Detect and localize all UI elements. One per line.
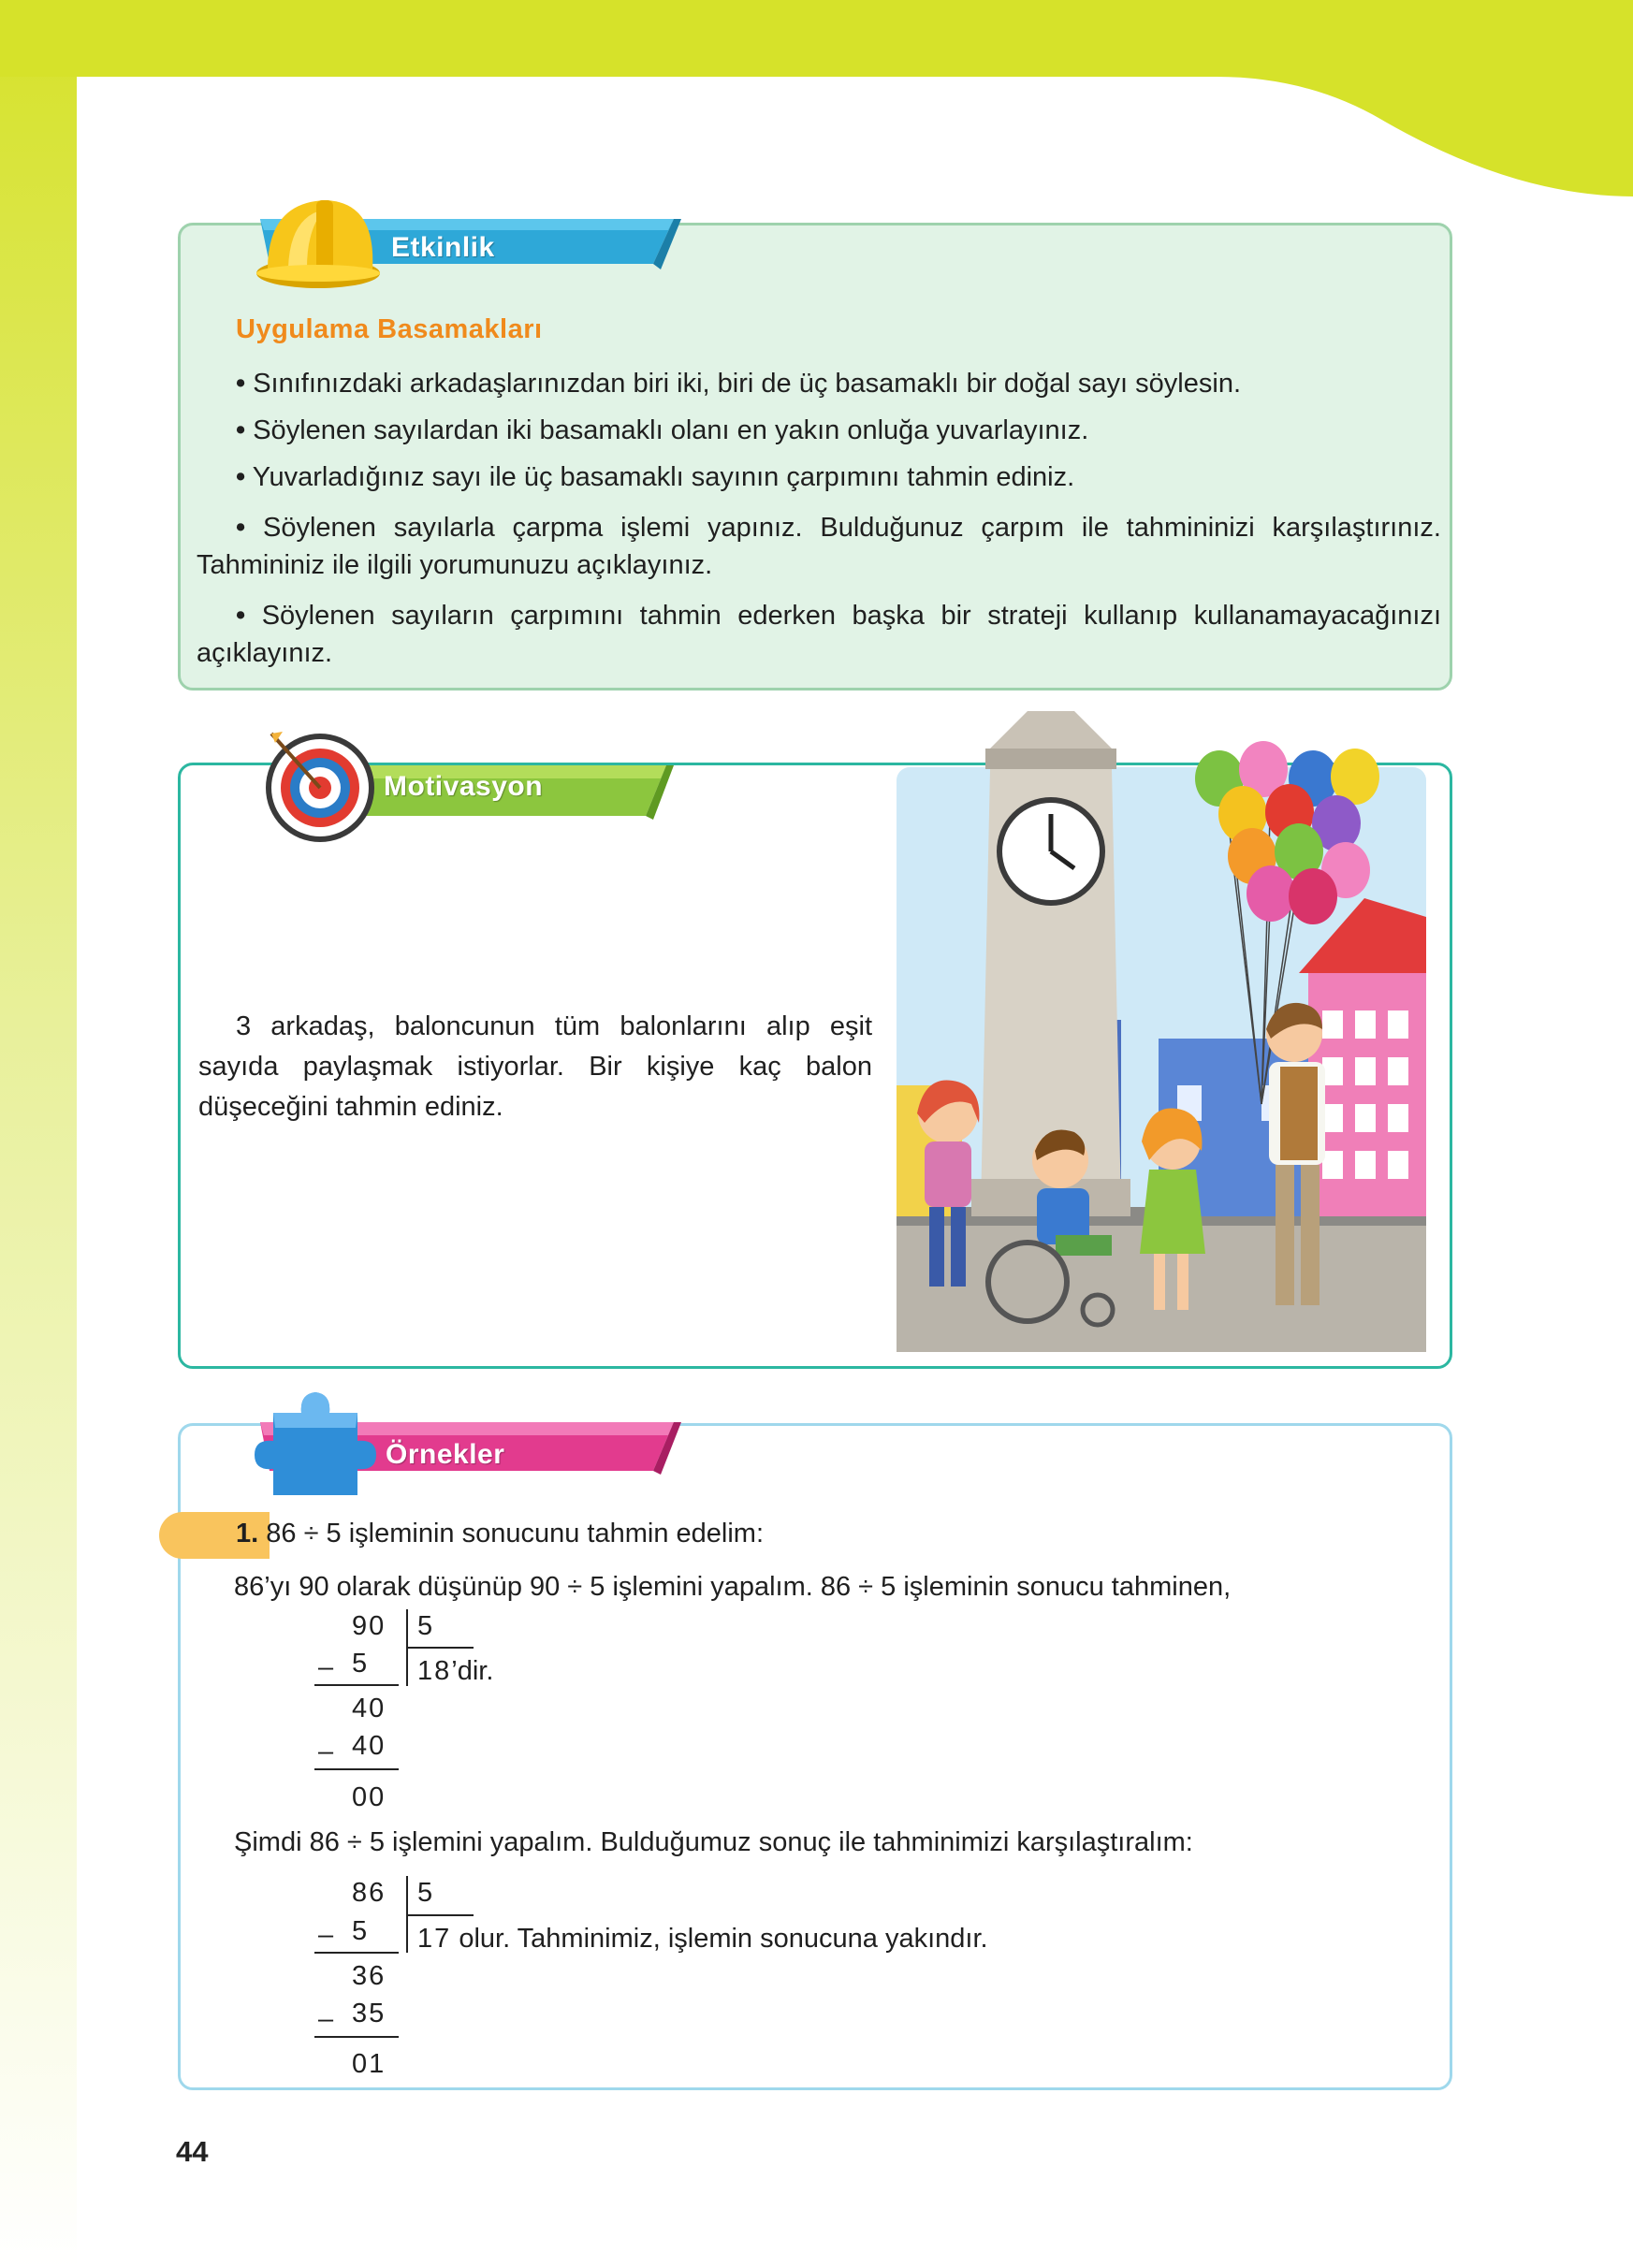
division2-line2 — [314, 2036, 399, 2038]
division1-minus: – — [318, 1737, 336, 1766]
division2-sub1: 5 — [352, 1916, 370, 1946]
example-title: 1. 86 ÷ 5 işleminin sonucunu tahmin edelim: — [236, 1519, 765, 1548]
etkinlik-bullet: • Sınıfınızdaki arkadaşlarınızdan biri iki, biri de üç basamaklı bir doğal sayı söylesin. — [236, 369, 1241, 399]
ornekler-title: Örnekler — [386, 1439, 505, 1470]
division1-quotient: 18’dir. — [417, 1656, 494, 1686]
puzzle-piece-icon — [245, 1375, 386, 1506]
etkinlik-bullet: • Yuvarladığınız sayı ile üç basamaklı sayının çarpımını tahmin ediniz. — [236, 462, 1075, 492]
example-line-1: 86’yı 90 olarak düşünüp 90 ÷ 5 işlemini yapalım. 86 ÷ 5 işleminin sonucu tahminen, — [234, 1572, 1232, 1602]
division1-dividend: 90 — [352, 1611, 386, 1641]
etkinlik-bullet: • Söylenen sayıların çarpımını tahmin ederken başka bir strateji kullanıp kullanamayacağınızı açıklayınız. — [197, 601, 1442, 668]
target-icon — [255, 720, 386, 851]
etkinlik-title: Etkinlik — [391, 232, 495, 263]
division1-rem2: 00 — [352, 1782, 386, 1812]
etkinlik-bullet: • Söylenen sayılarla çarpma işlemi yapınız. Bulduğunuz çarpım ile tahmininizi karşılaştırınız. Tahmininiz ile ilgili yorumunuzu açıklayınız. — [197, 513, 1441, 580]
division1-sub2: 40 — [352, 1731, 386, 1761]
motivasyon-text: 3 arkadaş, baloncunun tüm balonlarını alıp eşit sayıda paylaşmak istiyorlar. Bir kişiye kaç balon düşeceğini tahmin ediniz. — [198, 1011, 872, 1122]
division2-dividend: 86 — [352, 1878, 386, 1908]
page-number: 44 — [176, 2135, 209, 2168]
etkinlik-heading: Uygulama Basamakları — [236, 314, 543, 344]
division1-divisor: 5 — [417, 1611, 435, 1641]
division1-line1 — [314, 1684, 399, 1686]
hard-hat-icon — [251, 183, 391, 296]
motivasyon-title: Motivasyon — [384, 771, 544, 802]
division1-minus: – — [318, 1652, 336, 1682]
division1-line2 — [314, 1768, 399, 1770]
division2-divisor: 5 — [417, 1878, 435, 1908]
division2-rem2: 01 — [352, 2049, 386, 2079]
division2-divisor-line — [406, 1914, 474, 1916]
balloon-seller-illustration — [897, 711, 1426, 1352]
example-line-2: Şimdi 86 ÷ 5 işlemini yapalım. Bulduğumuz sonuç ile tahminimizi karşılaştıralım: — [234, 1827, 1193, 1857]
division2-minus: – — [318, 1920, 336, 1950]
etkinlik-bullet: • Söylenen sayılardan iki basamaklı olanı en yakın onluğa yuvarlayınız. — [236, 415, 1089, 445]
division2-sub2: 35 — [352, 1999, 386, 2028]
division2-rem1: 36 — [352, 1961, 386, 1991]
division2-line1 — [314, 1952, 399, 1954]
division1-rem1: 40 — [352, 1694, 386, 1723]
division2-quotient: 17 olur. Tahminimiz, işlemin sonucuna yakındır. — [417, 1924, 988, 1954]
division1-divisor-line — [406, 1647, 474, 1649]
division2-minus: – — [318, 2004, 336, 2034]
division1-sub1: 5 — [352, 1649, 370, 1679]
